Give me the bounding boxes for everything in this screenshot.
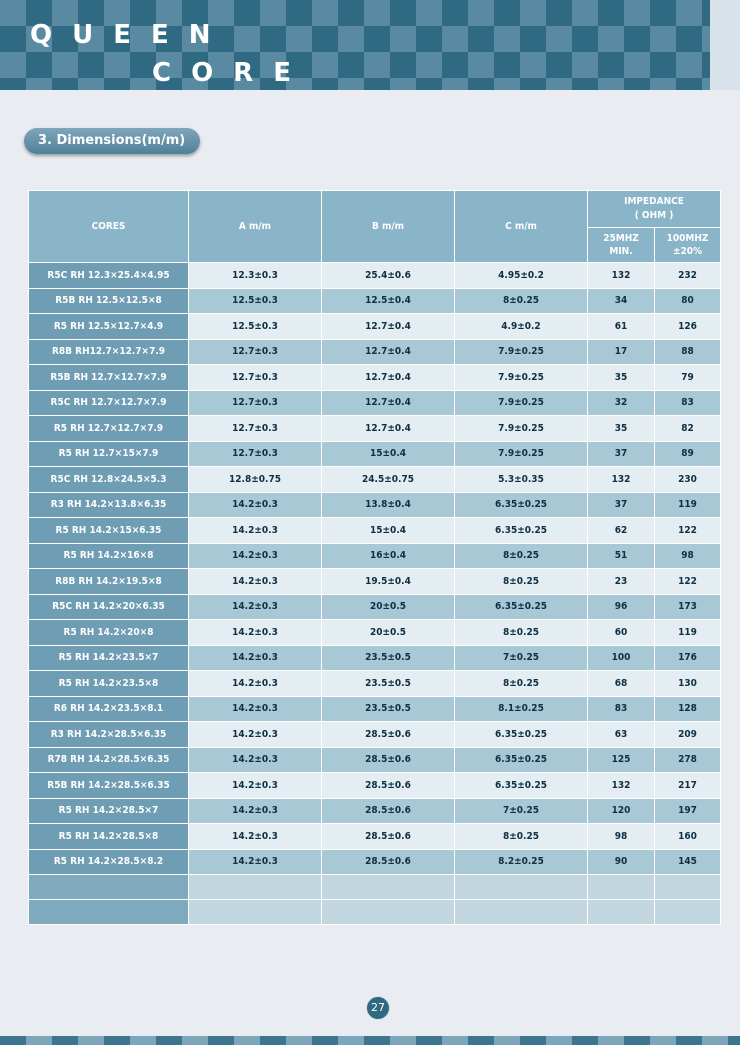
cell-c: 5.3±0.35 [455,467,588,493]
cell-c: 7.9±0.25 [455,441,588,467]
cell-25mhz: 68 [588,671,655,697]
cell-100mhz: 79 [655,365,721,391]
blank-cell [455,900,588,925]
blank-row [29,900,721,925]
cell-100mhz: 197 [655,798,721,824]
cell-25mhz: 37 [588,492,655,518]
cell-c: 8.1±0.25 [455,696,588,722]
table-row [29,696,721,722]
table-row [29,849,721,875]
cell-100mhz: 83 [655,390,721,416]
cell-a: 14.2±0.3 [189,773,322,799]
cell-100mhz: 98 [655,543,721,569]
cell-c: 7.9±0.25 [455,416,588,442]
cell-core: R5B RH 12.5×12.5×8 [29,288,189,314]
cell-core: R5 RH 14.2×28.5×7 [29,798,189,824]
cell-a: 14.2±0.3 [189,798,322,824]
cell-a: 12.7±0.3 [189,365,322,391]
cell-100mhz: 232 [655,263,721,289]
cell-100mhz: 80 [655,288,721,314]
cell-a: 14.2±0.3 [189,747,322,773]
cell-b: 25.4±0.6 [322,263,455,289]
cell-core: R5B RH 12.7×12.7×7.9 [29,365,189,391]
cell-c: 7±0.25 [455,798,588,824]
header-25mhz [588,228,655,263]
cell-25mhz: 132 [588,263,655,289]
brand-line-1: QUEEN [30,20,231,50]
table-row [29,645,721,671]
cell-25mhz: 32 [588,390,655,416]
cell-100mhz: 122 [655,518,721,544]
cell-b: 23.5±0.5 [322,645,455,671]
cell-100mhz: 89 [655,441,721,467]
cell-core: R5B RH 14.2×28.5×6.35 [29,773,189,799]
blank-cell [588,875,655,900]
cell-core: R3 RH 14.2×13.8×6.35 [29,492,189,518]
cell-b: 28.5±0.6 [322,849,455,875]
cell-25mhz: 60 [588,620,655,646]
cell-a: 14.2±0.3 [189,518,322,544]
cell-b: 23.5±0.5 [322,671,455,697]
cell-100mhz: 160 [655,824,721,850]
brand-line-2: CORE [152,58,311,88]
cell-c: 7.9±0.25 [455,390,588,416]
cell-a: 12.7±0.3 [189,339,322,365]
footer-checker-strip [0,1036,740,1045]
section-title: 3. Dimensions(m/m) [24,128,200,154]
cell-core: R5C RH 12.7×12.7×7.9 [29,390,189,416]
cell-b: 16±0.4 [322,543,455,569]
cell-a: 14.2±0.3 [189,492,322,518]
header-25mhz-note: MIN. [609,246,633,257]
cell-100mhz: 122 [655,569,721,595]
table-row [29,467,721,493]
cell-b: 12.5±0.4 [322,288,455,314]
cell-25mhz: 35 [588,416,655,442]
cell-c: 6.35±0.25 [455,747,588,773]
cell-core: R5 RH 14.2×15×6.35 [29,518,189,544]
cell-a: 14.2±0.3 [189,824,322,850]
cell-c: 8±0.25 [455,288,588,314]
page-number: 27 [366,996,390,1020]
cell-100mhz: 145 [655,849,721,875]
cell-25mhz: 132 [588,467,655,493]
cell-a: 12.5±0.3 [189,288,322,314]
cell-core: R5C RH 14.2×20×6.35 [29,594,189,620]
header-100mhz-freq: 100MHZ [666,233,709,244]
cell-a: 14.2±0.3 [189,594,322,620]
cell-core: R5 RH 14.2×23.5×7 [29,645,189,671]
cell-25mhz: 35 [588,365,655,391]
cell-core: R5 RH 14.2×20×8 [29,620,189,646]
cell-core: R5 RH 12.7×15×7.9 [29,441,189,467]
cell-core: R8B RH 14.2×19.5×8 [29,569,189,595]
table-row [29,390,721,416]
table-row [29,722,721,748]
cell-25mhz: 63 [588,722,655,748]
cell-b: 13.8±0.4 [322,492,455,518]
cell-a: 12.8±0.75 [189,467,322,493]
cell-25mhz: 37 [588,441,655,467]
table-row [29,671,721,697]
table-row [29,569,721,595]
cell-c: 8±0.25 [455,620,588,646]
cell-b: 12.7±0.4 [322,390,455,416]
header-edge [710,0,740,90]
cell-a: 12.5±0.3 [189,314,322,340]
blank-row [29,875,721,900]
header-100mhz-note: ±20% [672,246,703,257]
table-row [29,314,721,340]
cell-25mhz: 61 [588,314,655,340]
cell-25mhz: 120 [588,798,655,824]
table-row [29,543,721,569]
cell-c: 7.9±0.25 [455,365,588,391]
dimensions-table [28,190,721,925]
cell-b: 15±0.4 [322,441,455,467]
cell-a: 12.7±0.3 [189,441,322,467]
cell-core: R5 RH 14.2×28.5×8 [29,824,189,850]
header-impedance-unit: ( OHM ) [634,210,674,221]
table-row [29,288,721,314]
cell-c: 8.2±0.25 [455,849,588,875]
cell-b: 20±0.5 [322,594,455,620]
cell-25mhz: 62 [588,518,655,544]
cell-b: 28.5±0.6 [322,747,455,773]
cell-c: 6.35±0.25 [455,722,588,748]
cell-b: 12.7±0.4 [322,339,455,365]
cell-c: 6.35±0.25 [455,594,588,620]
blank-cell [588,900,655,925]
dimensions-table-body [29,263,721,925]
cell-100mhz: 217 [655,773,721,799]
cell-a: 12.7±0.3 [189,416,322,442]
blank-cell [655,900,721,925]
cell-a: 14.2±0.3 [189,569,322,595]
cell-core: R5 RH 14.2×16×8 [29,543,189,569]
blank-cell [29,900,189,925]
header-impedance [588,191,721,228]
cell-c: 7±0.25 [455,645,588,671]
cell-a: 14.2±0.3 [189,722,322,748]
table-row [29,441,721,467]
cell-b: 12.7±0.4 [322,416,455,442]
cell-25mhz: 23 [588,569,655,595]
cell-b: 28.5±0.6 [322,773,455,799]
blank-cell [189,875,322,900]
cell-c: 4.95±0.2 [455,263,588,289]
cell-25mhz: 90 [588,849,655,875]
cell-100mhz: 230 [655,467,721,493]
cell-core: R3 RH 14.2×28.5×6.35 [29,722,189,748]
cell-b: 19.5±0.4 [322,569,455,595]
table-row [29,263,721,289]
table-row [29,365,721,391]
cell-25mhz: 98 [588,824,655,850]
cell-a: 14.2±0.3 [189,645,322,671]
cell-25mhz: 51 [588,543,655,569]
cell-c: 6.35±0.25 [455,773,588,799]
header-cores: CORES [29,191,189,263]
cell-core: R5C RH 12.3×25.4×4.95 [29,263,189,289]
cell-b: 23.5±0.5 [322,696,455,722]
cell-a: 14.2±0.3 [189,543,322,569]
brand-logo [30,18,311,88]
table-row [29,824,721,850]
table-row [29,747,721,773]
cell-c: 8±0.25 [455,543,588,569]
cell-a: 14.2±0.3 [189,671,322,697]
table-row [29,798,721,824]
cell-a: 14.2±0.3 [189,849,322,875]
cell-c: 6.35±0.25 [455,492,588,518]
cell-core: R6 RH 14.2×23.5×8.1 [29,696,189,722]
cell-100mhz: 173 [655,594,721,620]
cell-b: 15±0.4 [322,518,455,544]
cell-a: 14.2±0.3 [189,620,322,646]
table-row [29,518,721,544]
cell-core: R5 RH 12.7×12.7×7.9 [29,416,189,442]
cell-b: 12.7±0.4 [322,314,455,340]
cell-c: 7.9±0.25 [455,339,588,365]
cell-core: R5C RH 12.8×24.5×5.3 [29,467,189,493]
table-row [29,594,721,620]
cell-25mhz: 83 [588,696,655,722]
table-row [29,339,721,365]
cell-100mhz: 126 [655,314,721,340]
blank-cell [655,875,721,900]
cell-core: R5 RH 14.2×28.5×8.2 [29,849,189,875]
cell-core: R8B RH12.7×12.7×7.9 [29,339,189,365]
cell-b: 20±0.5 [322,620,455,646]
blank-cell [322,900,455,925]
blank-cell [189,900,322,925]
cell-c: 4.9±0.2 [455,314,588,340]
cell-25mhz: 34 [588,288,655,314]
cell-a: 12.7±0.3 [189,390,322,416]
header-b: B m/m [322,191,455,263]
table-row [29,416,721,442]
cell-25mhz: 96 [588,594,655,620]
cell-c: 8±0.25 [455,569,588,595]
blank-cell [455,875,588,900]
cell-core: R5 RH 14.2×23.5×8 [29,671,189,697]
cell-100mhz: 128 [655,696,721,722]
cell-100mhz: 209 [655,722,721,748]
cell-c: 8±0.25 [455,671,588,697]
cell-100mhz: 88 [655,339,721,365]
header-25mhz-freq: 25MHZ [603,233,639,244]
header-c: C m/m [455,191,588,263]
cell-b: 24.5±0.75 [322,467,455,493]
cell-core: R5 RH 12.5×12.7×4.9 [29,314,189,340]
cell-25mhz: 100 [588,645,655,671]
cell-a: 12.3±0.3 [189,263,322,289]
cell-100mhz: 119 [655,492,721,518]
cell-c: 6.35±0.25 [455,518,588,544]
cell-b: 28.5±0.6 [322,798,455,824]
cell-b: 28.5±0.6 [322,824,455,850]
cell-100mhz: 119 [655,620,721,646]
table-row [29,492,721,518]
header-100mhz [655,228,721,263]
cell-core: R78 RH 14.2×28.5×6.35 [29,747,189,773]
cell-100mhz: 130 [655,671,721,697]
cell-a: 14.2±0.3 [189,696,322,722]
cell-100mhz: 278 [655,747,721,773]
table-row [29,773,721,799]
cell-25mhz: 125 [588,747,655,773]
cell-25mhz: 17 [588,339,655,365]
header-a: A m/m [189,191,322,263]
blank-cell [29,875,189,900]
cell-100mhz: 176 [655,645,721,671]
header-impedance-label: IMPEDANCE [624,196,684,207]
cell-25mhz: 132 [588,773,655,799]
cell-100mhz: 82 [655,416,721,442]
blank-cell [322,875,455,900]
cell-b: 28.5±0.6 [322,722,455,748]
table-row [29,620,721,646]
cell-b: 12.7±0.4 [322,365,455,391]
cell-c: 8±0.25 [455,824,588,850]
